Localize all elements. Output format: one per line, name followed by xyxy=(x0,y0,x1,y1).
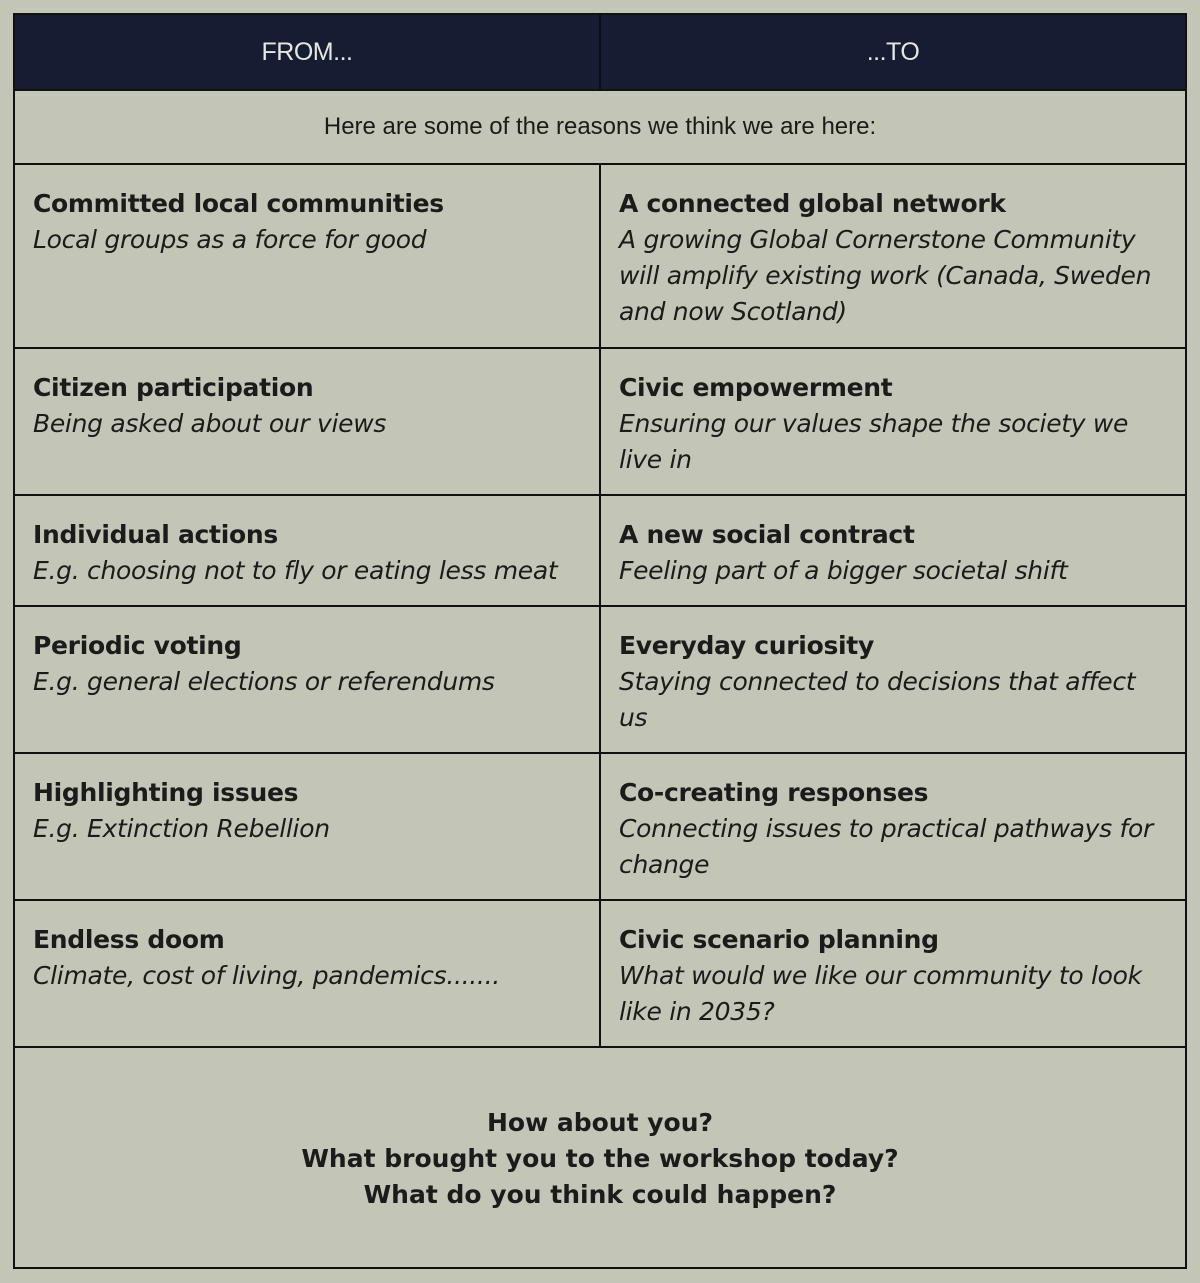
to-description: Connecting issues to practical pathways for change xyxy=(619,814,1153,879)
table-row xyxy=(15,754,1185,901)
footer-questions xyxy=(15,1048,1185,1268)
table-row xyxy=(15,607,1185,754)
to-cell xyxy=(601,349,1185,494)
intro-text: Here are some of the reasons we think we are here: xyxy=(15,91,1185,165)
from-cell xyxy=(15,349,601,494)
to-cell xyxy=(601,754,1185,899)
table-row xyxy=(15,496,1185,607)
from-description: E.g. general elections or referendums xyxy=(33,667,495,696)
to-description: What would we like our community to look like in 2035? xyxy=(619,961,1142,1026)
table-row xyxy=(15,165,1185,349)
to-title: Everyday curiosity xyxy=(619,631,874,660)
table-row xyxy=(15,901,1185,1048)
to-title: Civic scenario planning xyxy=(619,925,939,954)
footer-line: What do you think could happen? xyxy=(363,1180,837,1209)
from-description: E.g. choosing not to fly or eating less meat xyxy=(33,556,558,585)
to-cell xyxy=(601,496,1185,605)
to-cell xyxy=(601,165,1185,347)
header-from: FROM... xyxy=(15,15,601,89)
from-title: Highlighting issues xyxy=(33,778,299,807)
to-cell xyxy=(601,607,1185,752)
to-title: A connected global network xyxy=(619,189,1006,218)
to-title: Co-creating responses xyxy=(619,778,929,807)
from-cell xyxy=(15,496,601,605)
table-header xyxy=(15,15,1185,91)
from-title: Citizen participation xyxy=(33,373,314,402)
footer-line: What brought you to the workshop today? xyxy=(301,1144,899,1173)
header-to: ...TO xyxy=(866,37,920,66)
to-description: Ensuring our values shape the society we live in xyxy=(619,409,1129,474)
to-description: A growing Global Cornerstone Community will amplify existing work (Canada, Sweden and now Scotland) xyxy=(619,225,1152,326)
from-description: Local groups as a force for good xyxy=(33,225,427,254)
from-title: Periodic voting xyxy=(33,631,242,660)
from-title: Committed local communities xyxy=(33,189,444,218)
to-description: Staying connected to decisions that affect us xyxy=(619,667,1136,732)
from-cell xyxy=(15,165,601,347)
from-cell xyxy=(15,754,601,899)
table-row xyxy=(15,349,1185,496)
to-cell xyxy=(601,901,1185,1046)
from-description: Being asked about our views xyxy=(33,409,387,438)
from-to-table xyxy=(13,13,1187,1269)
from-description: Climate, cost of living, pandemics....... xyxy=(33,961,500,990)
footer-line: How about you? xyxy=(486,1108,714,1137)
to-title: A new social contract xyxy=(619,520,915,549)
from-description: E.g. Extinction Rebellion xyxy=(33,814,330,843)
to-title: Civic empowerment xyxy=(619,373,893,402)
from-cell xyxy=(15,607,601,752)
from-title: Endless doom xyxy=(33,925,225,954)
to-description: Feeling part of a bigger societal shift xyxy=(619,556,1068,585)
from-title: Individual actions xyxy=(33,520,278,549)
from-cell xyxy=(15,901,601,1046)
